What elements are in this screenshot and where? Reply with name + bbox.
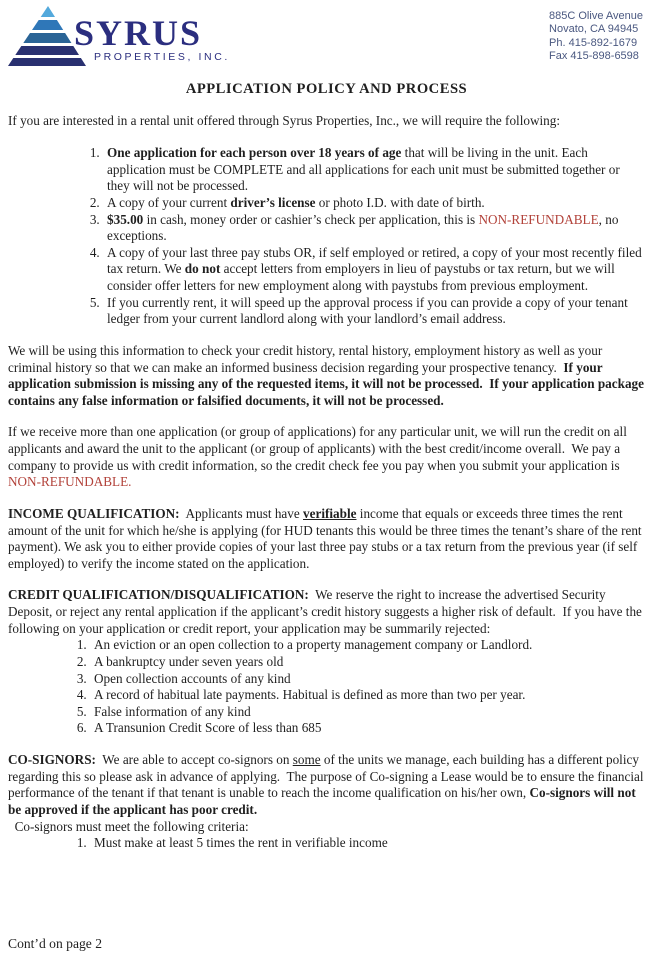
list-item: 4. A record of habitual late payments. Habitual is defined as more than two per year. [90, 687, 645, 704]
credit-rejection-list [8, 637, 645, 737]
logo-text [74, 13, 230, 66]
list-item: 2. A copy of your current driver’s license or photo I.D. with date of birth. [103, 195, 645, 212]
letterhead [8, 6, 645, 66]
page-title: APPLICATION POLICY AND PROCESS [185, 81, 468, 97]
list-item: 3. Open collection accounts of any kind [90, 671, 645, 688]
credit-qualification-paragraph: CREDIT QUALIFICATION/DISQUALIFICATION: We reserve the right to increase the advertised Security Deposit, or reject any rental application if the applicant’s credit history suggests a higher risk of default. If you have the following on your application or credit report, your application may be summarily rejected: [8, 587, 646, 636]
list-item: 5. If you currently rent, it will speed up the approval process if you can provide a copy of your tenant ledger from your current landlord along with your landlord’s email address. [103, 295, 645, 328]
list-item: 2. A bankruptcy under seven years old [90, 654, 645, 671]
company-logo [8, 6, 230, 66]
contact-address-line: 885C Olive Avenue [549, 10, 643, 22]
contact-phone-line: Ph. 415-892-1679 [549, 36, 638, 49]
cosignor-criteria-label: Co-signors must meet the following criteria: [8, 818, 249, 834]
income-qualification-paragraph: INCOME QUALIFICATION: Applicants must have verifiable income that equals or exceeds three times the rent amount of the unit for which he/she is applying (for HUD tenants this would be three times the tenant’s share of the rent payment). We ask you to either provide copies of your last three pay stubs or a tax return from the previous year (if self employed) to verify the income stated on the application. [8, 505, 645, 571]
screening-paragraph: We will be using this information to check your credit history, rental history, employment history as well as your criminal history so that we can make an informed business decision regarding your prospective tenancy. If your application submission is missing any of the requested items, it will not be processed. If your application package contains any false information or falsified documents, it will not be processed. [8, 342, 648, 408]
list-item: 1. An eviction or an open collection to a property management company or Landlord. [90, 637, 645, 654]
requirements-list [8, 145, 645, 328]
contact-fax-line: Fax 415-898-6598 [549, 50, 639, 63]
cosignors-paragraph: CO-SIGNORS: We are able to accept co-signors on some of the units we manage, each building has a different policy regarding this so please ask in advance of applying. The purpose of Co-signing a Lease would be to ensure the financial performance of the tenant if that tenant is unable to reach the income qualification on his/her own, Co-signors will not be approved if the applicant has poor credit. [8, 752, 647, 817]
brand-subtitle: PROPERTIES, INC. [94, 50, 230, 63]
cosignor-criteria-list [8, 835, 645, 852]
intro-paragraph: If you are interested in a rental unit offered through Syrus Properties, Inc., we will require the following: [8, 113, 561, 129]
brand-name: SYRUS [74, 13, 203, 54]
list-item: 1. Must make at least 5 times the rent in verifiable income [90, 835, 645, 852]
continuation-note: Cont’d on page 2 [8, 935, 103, 951]
list-item: 1. One application for each person over 18 years of age that will be living in the unit. Each application must be COMPLETE and all applications for each unit must be submitted together or they will not be processed. [103, 145, 645, 195]
contact-city-line: Novato, CA 94945 [549, 23, 639, 36]
list-item: 4. A copy of your last three pay stubs OR, if self employed or retired, a copy of your most recently filed tax return. We do not accept letters from employers in lieu of paystubs or tax return, but we will consider offer letters for new employment along with paystubs from previous employment. [103, 245, 645, 295]
list-item: 6. A Transunion Credit Score of less than 685 [90, 720, 645, 737]
list-item: 3. $35.00 in cash, money order or cashier’s check per application, this is NON-REFUNDABLE, no exceptions. [103, 212, 645, 245]
multiple-applications-paragraph: If we receive more than one application (or group of applications) for any particular unit, we will run the credit on all applicants and award the unit to the applicant (or group of applicants) with the best credit/income overall. We pay a company to provide us with credit information, so the credit check fee you pay when you submit your application is NON-REFUNDABLE. [8, 424, 631, 490]
list-item: 5. False information of any kind [90, 704, 645, 721]
contact-info [549, 10, 643, 64]
